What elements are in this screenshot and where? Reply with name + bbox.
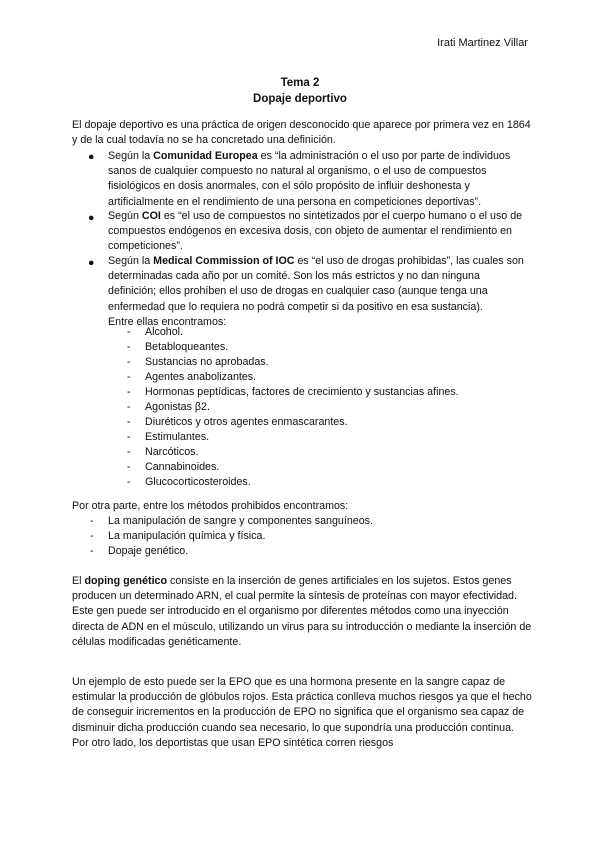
dash-marker: - [90, 530, 94, 542]
gene-doping-prefix: El [72, 575, 85, 587]
epo-text: Un ejemplo de esto puede ser la EPO que es una hormona presente en la sangre capaz de estimular la producción de glóbulos rojos. Esta práctica conlleva muchos riesgos ya que el hecho de conseguir incrementos en la producción de EPO no significa que el organismo sea capaz de disminuir dicha producción cuando sea necesario, lo que supondría una producción continua. Por otro lado, los deportistas que usan EPO sintética corren riesgos [72, 676, 532, 749]
dash-marker: - [127, 341, 131, 353]
substance-item: Alcohol. [145, 326, 184, 338]
definition-text: es “el uso de compuestos no sintetizados por el cuerpo humano o el uso de compuestos endógenos en excesiva dosis, con objeto de aumentar el rendimiento en competiciones”. [108, 210, 523, 253]
definition-text: es “la administración o el uso por parte de individuos sanos de cualquier compuesto no natural al organismo, o el uso de compuestos fisiológicos en dosis anormales, con el sólo propósito de influir deshonesta y artificialmente en el rendimiento de una persona en competiciones deportivas”. [108, 150, 511, 208]
dash-marker: - [127, 416, 131, 428]
dash-marker: - [127, 386, 131, 398]
epo-paragraph [72, 675, 532, 751]
bullet-icon: ● [88, 257, 95, 269]
substance-item: Betabloqueantes. [145, 341, 229, 353]
page-subtitle: Dopaje deportivo [253, 93, 347, 105]
method-item: La manipulación química y física. [108, 530, 266, 542]
definition-text: es “el uso de drogas prohibidas”, las cuales son determinadas cada año por un comité. Son los más estrictos y no dan ninguna definición; ellos prohíben el uso de drogas en cualquier caso (aunque tenga una enfermedad que lo requiera no podrá competir si da positivo en esa sustancia). [108, 255, 524, 313]
definition-prefix: Según la [108, 255, 154, 267]
dash-marker: - [90, 515, 94, 527]
dash-marker: - [127, 326, 131, 338]
substance-item: Cannabinoides. [145, 461, 220, 473]
definition-item [108, 209, 528, 255]
definition-item [108, 254, 528, 315]
method-item: Dopaje genético. [108, 545, 189, 557]
bullet-icon: ● [88, 151, 95, 163]
bullet-icon: ● [88, 212, 95, 224]
dash-marker: - [127, 461, 131, 473]
definition-source: Medical Commission of IOC [153, 255, 295, 267]
substance-item: Estimulantes. [145, 431, 210, 443]
gene-doping-term: doping genético [84, 575, 168, 587]
substance-item: Narcóticos. [145, 446, 199, 458]
substance-item: Hormonas peptídicas, factores de crecimiento y sustancias afines. [145, 386, 459, 398]
substances-intro: Entre ellas encontramos: [108, 316, 227, 328]
dash-marker: - [127, 431, 131, 443]
author-name: Irati Martinez Villar [437, 37, 528, 49]
dash-marker: - [127, 371, 131, 383]
dash-marker: - [127, 356, 131, 368]
methods-intro: Por otra parte, entre los métodos prohibidos encontramos: [72, 500, 349, 512]
substance-item: Glucocorticosteroides. [145, 476, 251, 488]
gene-doping-methods: Este gen puede ser introducido en el organismo por diferentes métodos como una inyección directa de ADN en el músculo, utilizando un virus para su introducción o mediante la inserción de células modificadas genéticamente. [72, 605, 532, 648]
intro-paragraph [72, 118, 532, 148]
gene-doping-paragraph [72, 574, 532, 650]
substance-item: Agentes anabolizantes. [145, 371, 257, 383]
substance-item: Sustancias no aprobadas. [145, 356, 269, 368]
page-title: Tema 2 [280, 77, 320, 89]
substance-item: Diuréticos y otros agentes enmascarantes. [145, 416, 348, 428]
dash-marker: - [127, 476, 131, 488]
gene-doping-text: consiste en la inserción de genes artificiales en los sujetos. Estos genes producen un determinado ARN, el cual permite la síntesis de proteínas con mayor efectividad. [72, 575, 517, 603]
dash-marker: - [90, 545, 94, 557]
definition-source: COI [141, 210, 161, 222]
definition-prefix: Según [108, 210, 142, 222]
intro-text: El dopaje deportivo es una práctica de origen desconocido que aparece por primera vez en 1864 y de la cual todavía no se ha concretado una definición. [72, 119, 531, 147]
dash-marker: - [127, 446, 131, 458]
definition-prefix: Según la [108, 150, 154, 162]
definition-source: Comunidad Europea [153, 150, 258, 162]
dash-marker: - [127, 401, 131, 413]
definition-item [108, 149, 528, 210]
substance-item: Agonistas β2. [145, 401, 210, 413]
method-item: La manipulación de sangre y componentes sanguíneos. [108, 515, 373, 527]
